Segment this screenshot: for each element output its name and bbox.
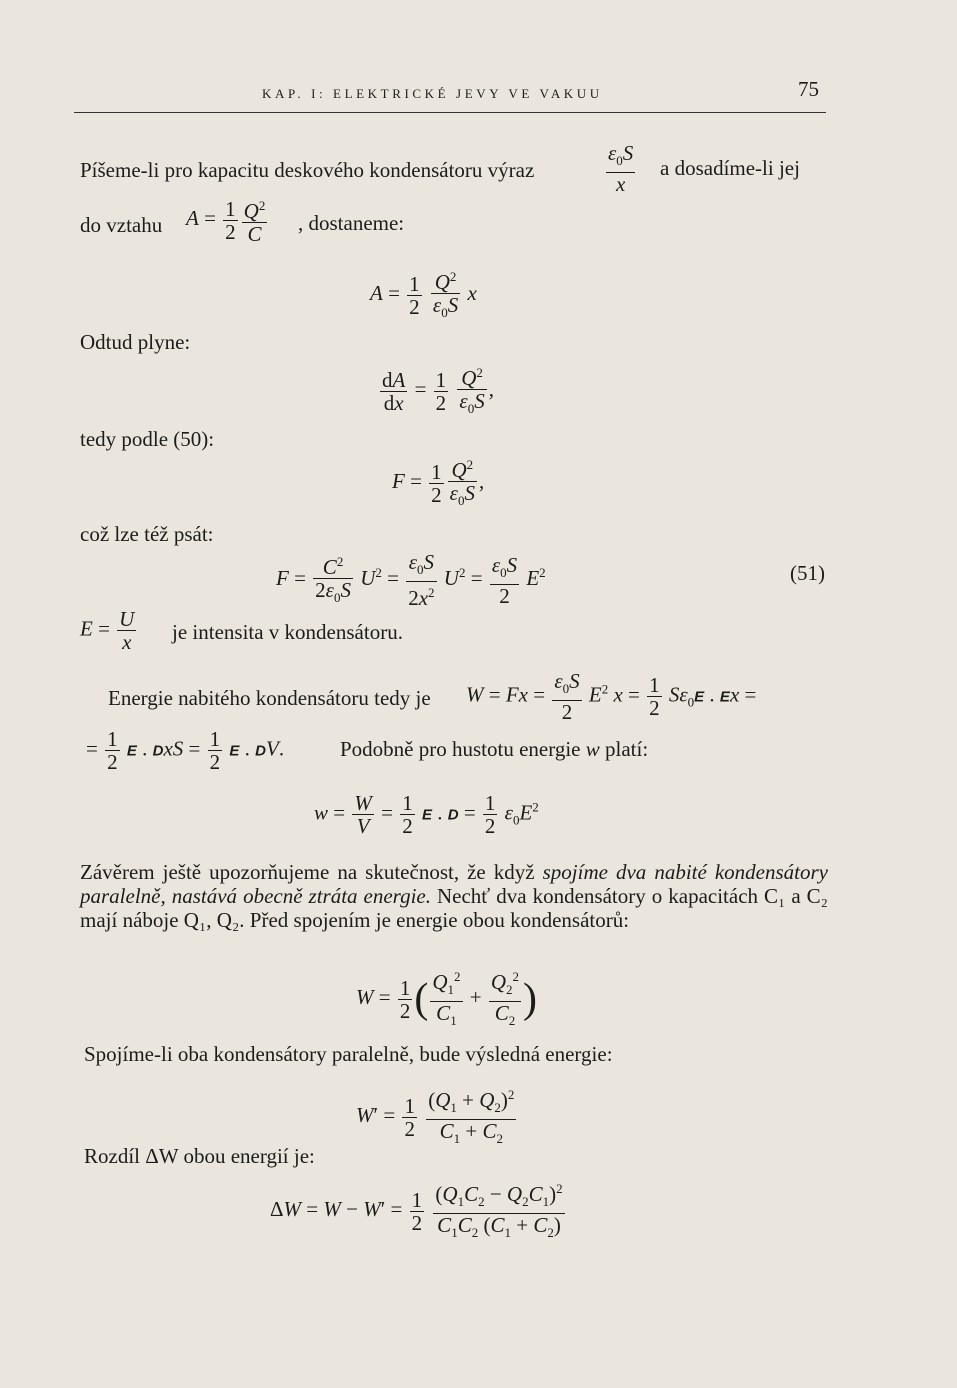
formula-w-before: W = $\frac{1}{2}$ ( $\frac{Q_1^2}{C_1}$ + $\frac{Q_2^2}{C_2}$ ): [356, 966, 537, 1032]
zaver-italic: spojíme dva nabité kondensátory paralelně, nastává obecně ztráta energie.: [80, 860, 828, 908]
formula-51: F = $\frac{C^2}{2\varepsilon_0S}$ $U^2$ = $\frac{\varepsilon_0S}{2x^2}$ $U^2$ = $\frac{\varepsilon_0S}{2}$ $E^2$: [276, 550, 546, 611]
formula-w-after: W′ = $\frac{1}{2}$ $\frac{(Q_1 + Q_2)^2}{C_1 + C_2}$: [356, 1084, 518, 1150]
label-odtud: Odtud plyne:: [80, 330, 191, 354]
formula-derivative: $\frac{dA}{dx}$ = $\frac{1}{2}$ $\frac{Q^2}{\varepsilon_0S}$ ,: [378, 362, 494, 420]
formula-capacity: $\frac{\varepsilon_0S}{x}$: [608, 141, 634, 197]
label-coz: což lze též psát:: [80, 522, 214, 546]
equation-number: (51): [790, 561, 825, 585]
header-rule: [74, 112, 826, 113]
podobne-start: Podobně pro hustotu energie: [340, 737, 581, 761]
formula-energy-1: W = Fx = $\frac{\varepsilon_0S}{2}$ $E^2$ x = $\frac{1}{2}$ $S\varepsilon_0E$ . Ex =: [466, 669, 757, 725]
paragraph-zaver: [80, 860, 828, 932]
formula-a: A = $\frac{1}{2}$ $\frac{Q^2}{\varepsilon_0S}$ x: [370, 266, 477, 324]
podobne-text: [340, 737, 648, 761]
spojime-text: Spojíme-li oba kondensátory paralelně, bude výsledná energie:: [84, 1042, 613, 1066]
page-number: 75: [798, 77, 819, 101]
label-tedy: tedy podle (50):: [80, 427, 215, 451]
formula-force: F = $\frac{1}{2}$ $\frac{Q^2}{\varepsilon_0S}$ ,: [392, 454, 484, 512]
formula-energy-2: = $\frac{1}{2}$ E . DxS = $\frac{1}{2}$ E . DV.: [86, 727, 285, 774]
zaver-start: Závěrem ještě upozorňujeme na skutečnost, že když: [80, 860, 535, 884]
formula-delta-w: ΔW = W − W′ = $\frac{1}{2}$ $\frac{(Q_1C_2 - Q_2C_1)^2}{C_1C_2 (C_1 + C_2)}$: [270, 1178, 567, 1244]
energie-text: Energie nabitého kondensátoru tedy je: [108, 686, 431, 710]
zaver-end: Nechť dva kondensátory o kapacitách C₁ a C₂ mají náboje Q₁, Q₂. Před spojením je energie obou kondensátorů:: [80, 884, 829, 932]
para-1-start: Píšeme-li pro kapacitu deskového kondensátoru výraz: [80, 158, 535, 182]
symbol-w: w: [585, 737, 600, 761]
running-title: KAP. I: ELEKTRICKÉ JEVY VE VAKUU: [262, 86, 603, 101]
formula-work: A = $\frac{1}{2}$ $\frac{Q^2}{C}$: [186, 196, 266, 246]
para-1-end: a dosadíme-li jej: [660, 156, 800, 180]
podobne-end: platí:: [605, 737, 649, 761]
formula-density: w = $\frac{W}{V}$ = $\frac{1}{2}$ E . D = $\frac{1}{2}$ $\varepsilon_0E^2$: [314, 791, 539, 838]
intensita-text: je intensita v kondensátoru.: [172, 620, 403, 644]
para-2-end: , dostaneme:: [298, 211, 405, 235]
para-2-start: do vztahu: [80, 213, 163, 237]
formula-field: E = $\frac{U}{x}$: [80, 607, 135, 654]
rozdil-text: Rozdíl ΔW obou energií je:: [84, 1144, 315, 1168]
